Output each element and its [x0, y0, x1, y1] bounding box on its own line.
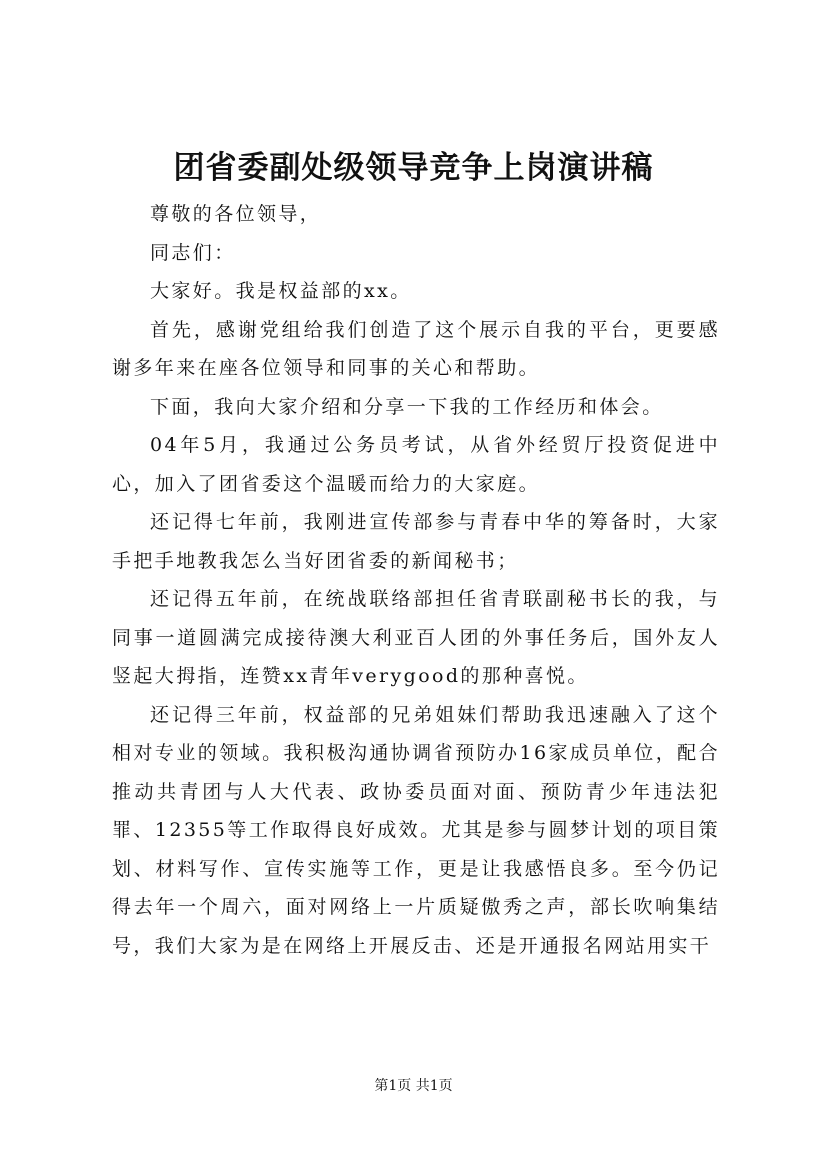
paragraph-seven-years-ago: 还记得七年前，我刚进宣传部参与青春中华的筹备时，大家手把手地教我怎么当好团省委的新闻秘书； — [112, 511, 720, 572]
document-title: 团省委副处级领导竞争上岗演讲稿 — [173, 150, 654, 186]
paragraph-greeting: 大家好。我是权益部的xx。 — [150, 280, 412, 302]
paragraph-salutation-comrades: 同志们： — [150, 241, 236, 264]
paragraph-joining: 04年5月，我通过公务员考试，从省外经贸厅投资促进中心，加入了团省委这个温暖而给力的大家庭。 — [112, 434, 720, 495]
paragraph-salutation-leaders: 尊敬的各位领导， — [150, 203, 322, 225]
document-body — [112, 195, 720, 965]
page-number-footer: 第1页 共1页 — [374, 1078, 453, 1094]
paragraph-thanks: 首先，感谢党组给我们创造了这个展示自我的平台，更要感谢多年来在座各位领导和同事的关心和帮助。 — [112, 318, 720, 379]
paragraph-introduction: 下面，我向大家介绍和分享一下我的工作经历和体会。 — [150, 395, 664, 418]
paragraph-five-years-ago: 还记得五年前，在统战联络部担任省青联副秘书长的我，与同事一道圆满完成接待澳大利亚百人团的外事任务后，国外友人竖起大拇指，连赞xx青年verygood的那种喜悦。 — [112, 588, 720, 687]
paragraph-three-years-ago: 还记得三年前，权益部的兄弟姐妹们帮助我迅速融入了这个相对专业的领域。我积极沟通协调省预防办16家成员单位，配合推动共青团与人大代表、政协委员面对面、预防青少年违法犯罪、12355等工作取得良好成效。尤其是参与圆梦计划的项目策划、材料写作、宣传实施等工作，更是让我感悟良多。至今仍记得去年一个周六，面对网络上一片质疑傲秀之声，部长吹响集结号，我们大家为是在网络上开展反击、还是开通报名网站用实干 — [112, 703, 720, 957]
